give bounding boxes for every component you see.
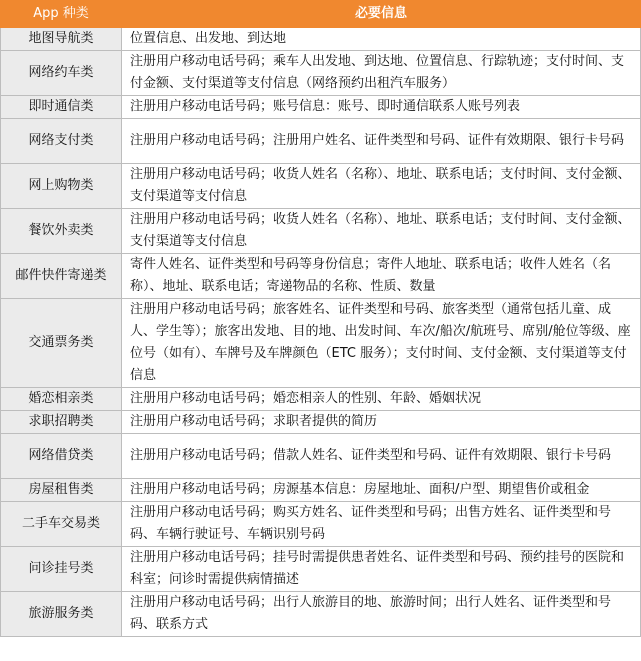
app-category-cell: 地图导航类: [1, 28, 122, 51]
app-category-cell: 网络支付类: [1, 119, 122, 164]
required-info-cell: 注册用户移动电话号码；求职者提供的简历: [122, 411, 641, 434]
app-category-cell: 邮件快件寄递类: [1, 254, 122, 299]
table-row: [1, 502, 641, 547]
required-info-cell: 寄件人姓名、证件类型和号码等身份信息；寄件人地址、联系电话；收件人姓名（名称）、地址、联系电话；寄递物品的名称、性质、数量: [122, 254, 641, 299]
app-category-cell: 即时通信类: [1, 96, 122, 119]
table-header: [1, 1, 641, 28]
table-row: [1, 299, 641, 388]
table-row: [1, 479, 641, 502]
required-info-cell: 注册用户移动电话号码；收货人姓名（名称）、地址、联系电话；支付时间、支付金额、支付渠道等支付信息: [122, 164, 641, 209]
required-info-cell: 注册用户移动电话号码；出行人旅游目的地、旅游时间；出行人姓名、证件类型和号码、联系方式: [122, 592, 641, 637]
header-required-info: 必要信息: [122, 1, 641, 28]
table-row: [1, 164, 641, 209]
app-category-cell: 网络约车类: [1, 51, 122, 96]
table-row: [1, 592, 641, 637]
app-category-cell: 餐饮外卖类: [1, 209, 122, 254]
required-info-cell: 注册用户移动电话号码；乘车人出发地、到达地、位置信息、行踪轨迹；支付时间、支付金额、支付渠道等支付信息（网络预约出租汽车服务）: [122, 51, 641, 96]
header-app-category: App 种类: [1, 1, 122, 28]
app-category-cell: 网上购物类: [1, 164, 122, 209]
required-info-cell: 注册用户移动电话号码；旅客姓名、证件类型和号码、旅客类型（通常包括儿童、成人、学生等）；旅客出发地、目的地、出发时间、车次/船次/航班号、席别/舱位等级、座位号（如有）、车牌号及车牌颜色（ETC 服务）；支付时间、支付金额、支付渠道等支付信息: [122, 299, 641, 388]
app-category-cell: 求职招聘类: [1, 411, 122, 434]
app-category-cell: 问诊挂号类: [1, 547, 122, 592]
table-row: [1, 254, 641, 299]
required-info-cell: 注册用户移动电话号码；注册用户姓名、证件类型和号码、证件有效期限、银行卡号码: [122, 119, 641, 164]
table-row: [1, 547, 641, 592]
table-row: [1, 388, 641, 411]
table-row: [1, 119, 641, 164]
table-row: [1, 96, 641, 119]
required-info-cell: 注册用户移动电话号码；账号信息：账号、即时通信联系人账号列表: [122, 96, 641, 119]
table-body: [1, 28, 641, 637]
app-category-cell: 旅游服务类: [1, 592, 122, 637]
table-row: [1, 411, 641, 434]
required-info-cell: 注册用户移动电话号码；婚恋相亲人的性别、年龄、婚姻状况: [122, 388, 641, 411]
required-info-cell: 注册用户移动电话号码；借款人姓名、证件类型和号码、证件有效期限、银行卡号码: [122, 434, 641, 479]
required-info-cell: 位置信息、出发地、到达地: [122, 28, 641, 51]
app-category-cell: 交通票务类: [1, 299, 122, 388]
table-row: [1, 51, 641, 96]
app-category-cell: 网络借贷类: [1, 434, 122, 479]
app-category-cell: 二手车交易类: [1, 502, 122, 547]
required-info-cell: 注册用户移动电话号码；购买方姓名、证件类型和号码；出售方姓名、证件类型和号码、车辆行驶证号、车辆识别号码: [122, 502, 641, 547]
app-category-cell: 房屋租售类: [1, 479, 122, 502]
required-info-cell: 注册用户移动电话号码；挂号时需提供患者姓名、证件类型和号码、预约挂号的医院和科室；问诊时需提供病情描述: [122, 547, 641, 592]
table-row: [1, 28, 641, 51]
table-row: [1, 209, 641, 254]
table-row: [1, 434, 641, 479]
required-info-cell: 注册用户移动电话号码；房源基本信息：房屋地址、面积/户型、期望售价或租金: [122, 479, 641, 502]
app-category-cell: 婚恋相亲类: [1, 388, 122, 411]
required-info-cell: 注册用户移动电话号码；收货人姓名（名称）、地址、联系电话；支付时间、支付金额、支付渠道等支付信息: [122, 209, 641, 254]
